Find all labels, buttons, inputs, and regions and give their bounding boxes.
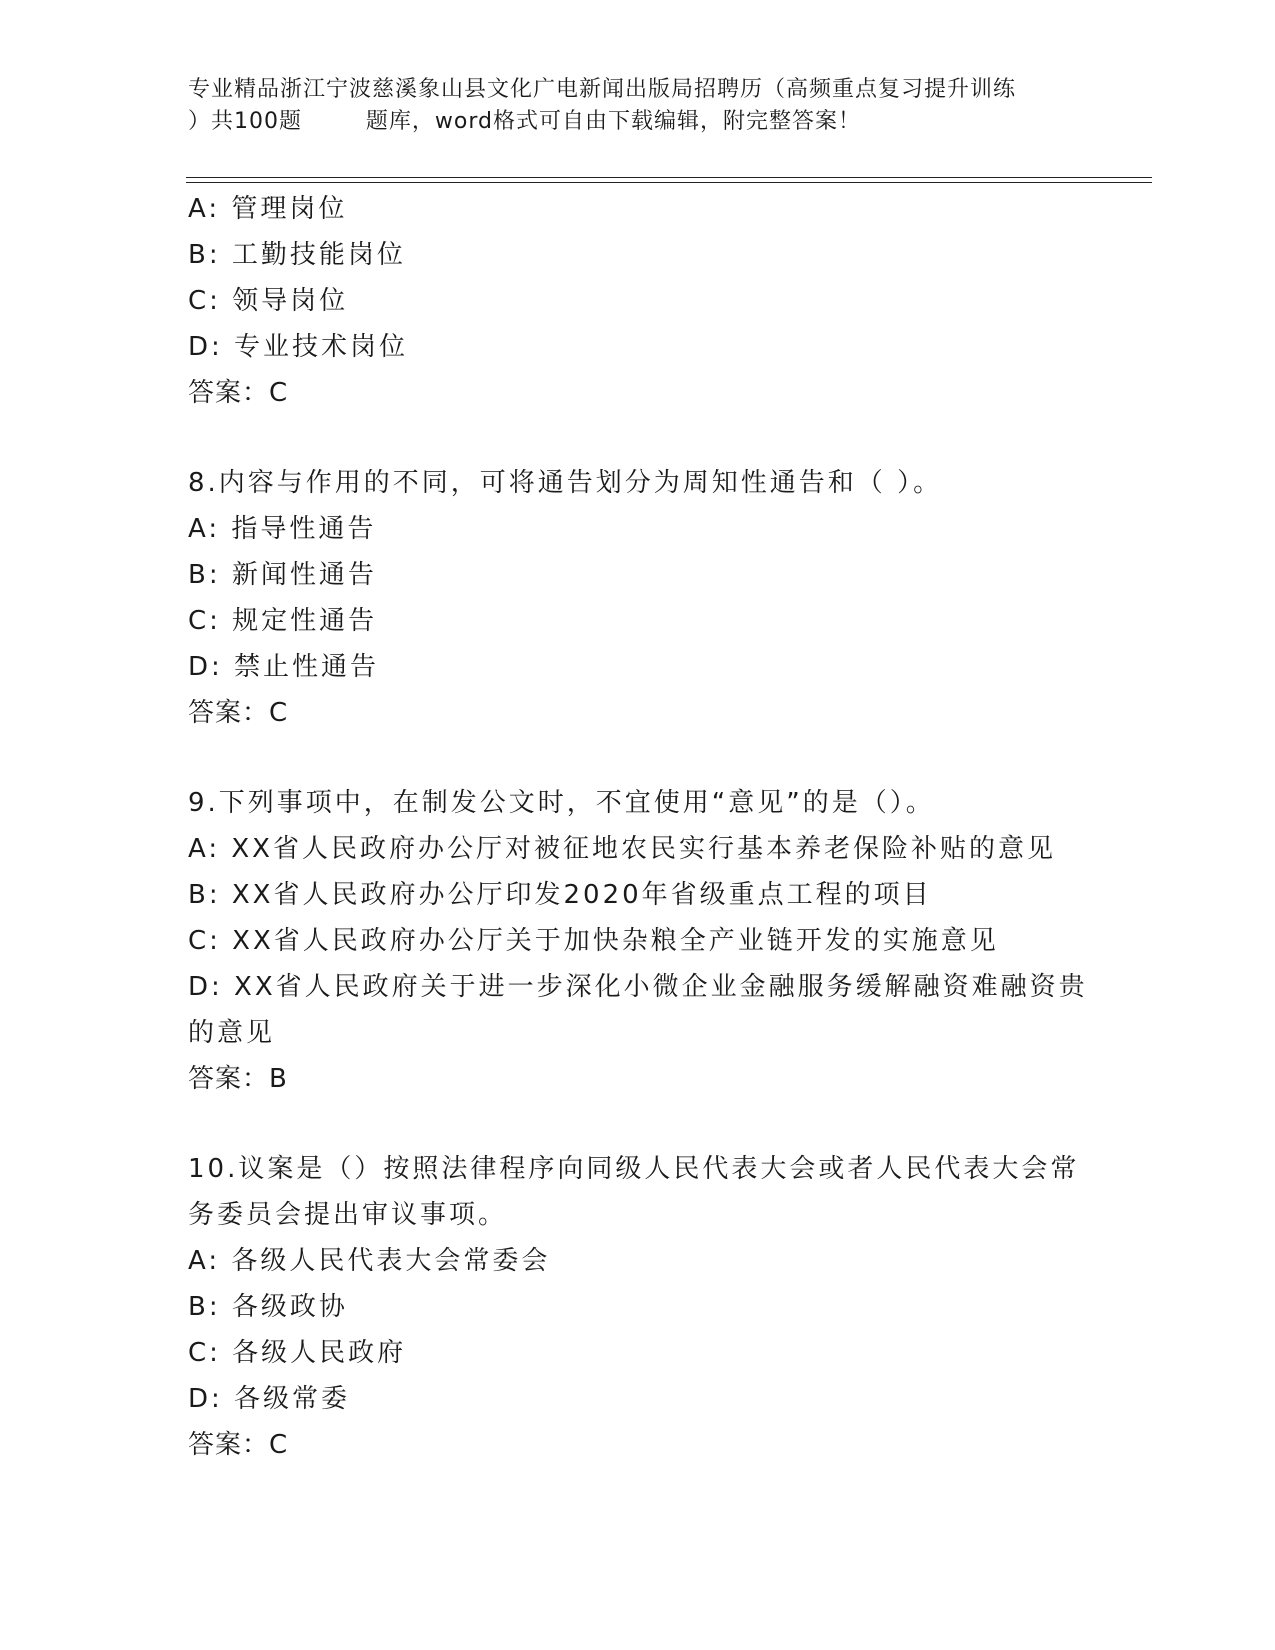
header-line-1: 专业精品浙江宁波慈溪象山县文化广电新闻出版局招聘历（高频重点复习提升训练 (188, 77, 1017, 102)
question-list (188, 186, 1088, 1468)
option-c: C: 领导岗位 (188, 286, 349, 316)
question-block (188, 1146, 1088, 1468)
header-rule-top (186, 177, 1152, 178)
answer-line: 答案：C (188, 698, 289, 728)
document-header (188, 74, 1088, 138)
header-line-2: ）共100题 题库，word格式可自由下载编辑，附完整答案！ (188, 109, 862, 134)
option-a: A: 各级人民代表大会常委会 (188, 1246, 551, 1276)
option-a: A: 指导性通告 (188, 514, 377, 544)
question-block (188, 460, 1088, 736)
option-d: D: 禁止性通告 (188, 652, 380, 682)
option-d: D: 各级常委 (188, 1384, 351, 1414)
option-b: B: 新闻性通告 (188, 560, 377, 590)
option-b: B: 工勤技能岗位 (188, 240, 406, 270)
option-b: B: XX省人民政府办公厅印发2020年省级重点工程的项目 (188, 880, 932, 910)
answer-line: 答案：C (188, 378, 289, 408)
question-stem: 8.内容与作用的不同，可将通告划分为周知性通告和（ ）。 (188, 468, 943, 498)
option-c: C: XX省人民政府办公厅关于加快杂粮全产业链开发的实施意见 (188, 926, 999, 956)
option-d-continued: 的意见 (188, 1018, 276, 1048)
answer-line: 答案：B (188, 1064, 288, 1094)
question-block (188, 186, 1088, 416)
option-d: D: XX省人民政府关于进一步深化小微企业金融服务缓解融资难融资贵 (188, 972, 1088, 1002)
question-block (188, 780, 1088, 1102)
option-a: A: XX省人民政府办公厅对被征地农民实行基本养老保险补贴的意见 (188, 834, 1056, 864)
answer-line: 答案：C (188, 1430, 289, 1460)
option-d: D: 专业技术岗位 (188, 332, 409, 362)
question-stem: 9.下列事项中，在制发公文时，不宜使用“意见”的是（）。 (188, 788, 935, 818)
option-b: B: 各级政协 (188, 1292, 348, 1322)
question-stem: 10.议案是（）按照法律程序向同级人民代表大会或者人民代表大会常 (188, 1154, 1080, 1184)
option-c: C: 各级人民政府 (188, 1338, 407, 1368)
option-a: A: 管理岗位 (188, 194, 348, 224)
question-stem-continued: 务委员会提出审议事项。 (188, 1200, 508, 1230)
header-rule-bottom (186, 182, 1152, 183)
option-c: C: 规定性通告 (188, 606, 378, 636)
